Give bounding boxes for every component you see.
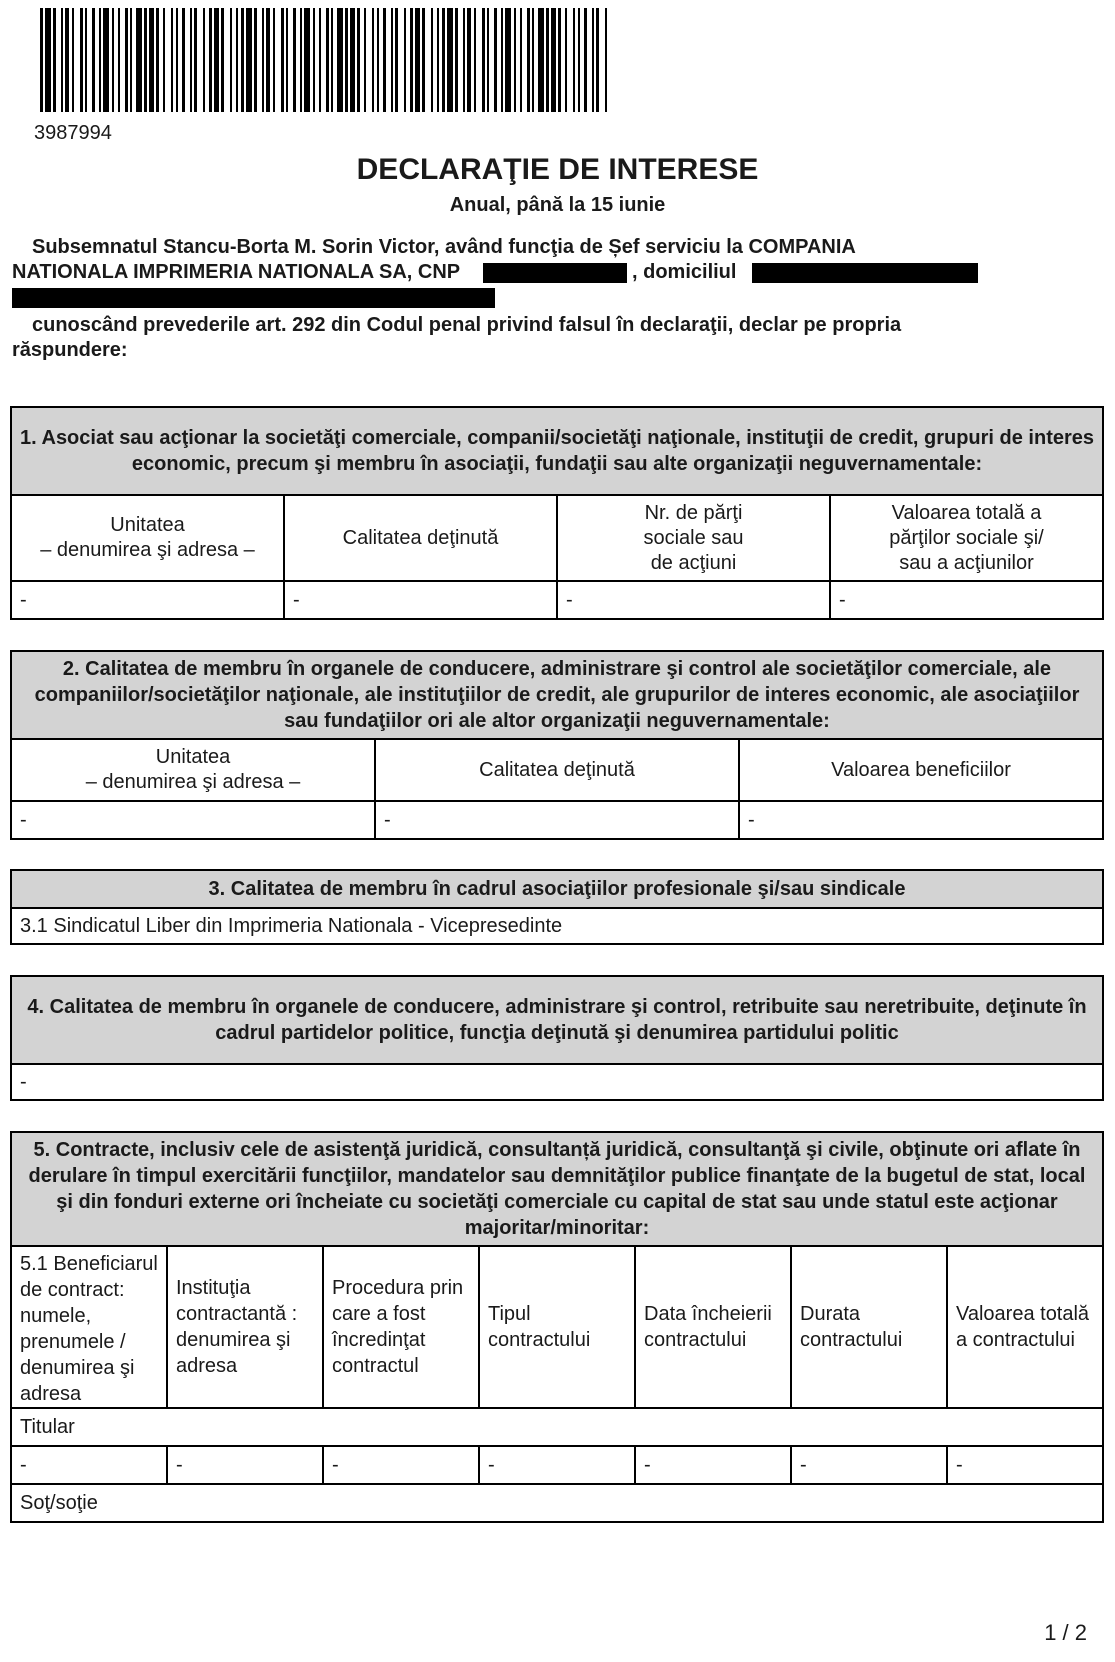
section-3 <box>10 869 1104 945</box>
section-1-title: 1. Asociat sau acţionar la societăţi comerciale, companii/societăţi naţionale, instituţii de credit, grupuri de interes economic, precum şi membru în asociaţii, fundaţii sau alte organizaţii neguvernamentale: <box>11 407 1103 495</box>
section-1-cell: - <box>557 581 830 619</box>
section-1-cell: - <box>830 581 1103 619</box>
document-subtitle: Anual, până la 15 iunie <box>449 194 666 216</box>
section-2-title: 2. Calitatea de membru în organele de conducere, administrare şi control ale societăţilor comerciale, ale companiilor/societăţilor naţionale, ale instituţiilor de credit, ale grupurilor de interes economic, ale asociaţiilor sau fundaţiilor ori ale altor organizaţii neguvernamentale: <box>11 651 1103 739</box>
section-2 <box>10 650 1104 840</box>
document-title: DECLARAŢIE DE INTERESE <box>356 153 759 186</box>
redaction-address-2 <box>12 288 495 308</box>
intro-line-1: Subsemnatul Stancu-Borta M. Sorin Victor, având funcţia de Șef serviciu la COMPANIA <box>32 236 856 258</box>
section-5-titular-cell: - <box>323 1446 479 1484</box>
barcode <box>40 8 610 112</box>
redaction-cnp <box>483 263 627 283</box>
barcode-number: 3987994 <box>34 122 112 144</box>
section-1-cell: - <box>284 581 557 619</box>
section-3-title: 3. Calitatea de membru în cadrul asociaţiilor profesionale şi/sau sindicale <box>11 870 1103 908</box>
section-2-cell: - <box>739 801 1103 839</box>
section-2-cell: - <box>11 801 375 839</box>
intro-line-2b: , domiciliul <box>632 261 737 283</box>
section-5-col-value: Valoarea totală a contractului <box>947 1246 1103 1408</box>
section-5-spouse-label: Soţ/soţie <box>11 1484 1103 1522</box>
section-5-titular-cell: - <box>167 1446 323 1484</box>
page-number: 1 / 2 <box>1044 1620 1087 1645</box>
section-1-col-unit: Unitatea – denumirea şi adresa – <box>11 495 284 581</box>
section-1-col-role: Calitatea deţinută <box>284 495 557 581</box>
intro-line-4: cunoscând prevederile art. 292 din Codul penal privind falsul în declaraţii, declar pe propria <box>32 314 902 336</box>
section-5-col-beneficiary: 5.1 Beneficiarul de contract: numele, prenumele / denumirea şi adresa <box>11 1246 167 1408</box>
intro-line-5: răspundere: <box>12 339 128 361</box>
section-5-col-duration: Durata contractului <box>791 1246 947 1408</box>
section-2-col-unit: Unitatea – denumirea şi adresa – <box>11 739 375 801</box>
section-5-col-institution: Instituţia contractantă : denumirea şi adresa <box>167 1246 323 1408</box>
intro-line-2a: NATIONALA IMPRIMERIA NATIONALA SA, CNP <box>12 261 461 283</box>
section-5-col-type: Tipul contractului <box>479 1246 635 1408</box>
section-4-entry: - <box>11 1064 1103 1100</box>
section-5-titular-cell: - <box>479 1446 635 1484</box>
section-5-titular-cell: - <box>11 1446 167 1484</box>
section-2-col-role: Calitatea deţinută <box>375 739 739 801</box>
section-5-titular-cell: - <box>947 1446 1103 1484</box>
section-4 <box>10 975 1104 1101</box>
section-5-col-procedure: Procedura prin care a fost încredinţat contractul <box>323 1246 479 1408</box>
section-5-titular-cell: - <box>791 1446 947 1484</box>
section-2-cell: - <box>375 801 739 839</box>
section-5 <box>10 1131 1104 1523</box>
section-5-titular-cell: - <box>635 1446 791 1484</box>
section-1-col-value: Valoarea totală a părţilor sociale şi/ sau a acţiunilor <box>830 495 1103 581</box>
section-5-col-date: Data încheierii contractului <box>635 1246 791 1408</box>
section-2-col-benefits: Valoarea beneficiilor <box>739 739 1103 801</box>
section-1 <box>10 406 1104 620</box>
section-1-col-shares: Nr. de părţi sociale sau de acţiuni <box>557 495 830 581</box>
section-1-cell: - <box>11 581 284 619</box>
section-3-entry: 3.1 Sindicatul Liber din Imprimeria Nationala - Vicepresedinte <box>11 908 1103 944</box>
section-5-title: 5. Contracte, inclusiv cele de asistenţă juridică, consultanță juridică, consultanţă şi civile, obţinute ori aflate în derulare în timpul exercitării funcţiilor, mandatelor sau demnităţilor publice finanţate de la bugetul de stat, local şi din fonduri externe ori încheiate cu societăţi comerciale cu capital de stat sau unde statul este acţionar majoritar/minoritar: <box>11 1132 1103 1246</box>
redaction-address-1 <box>752 263 978 283</box>
section-4-title: 4. Calitatea de membru în organele de conducere, administrare şi control, retribuite sau neretribuite, deţinute în cadrul partidelor politice, funcţia deţinută şi denumirea partidului politic <box>11 976 1103 1064</box>
section-5-titular-label: Titular <box>11 1408 1103 1446</box>
